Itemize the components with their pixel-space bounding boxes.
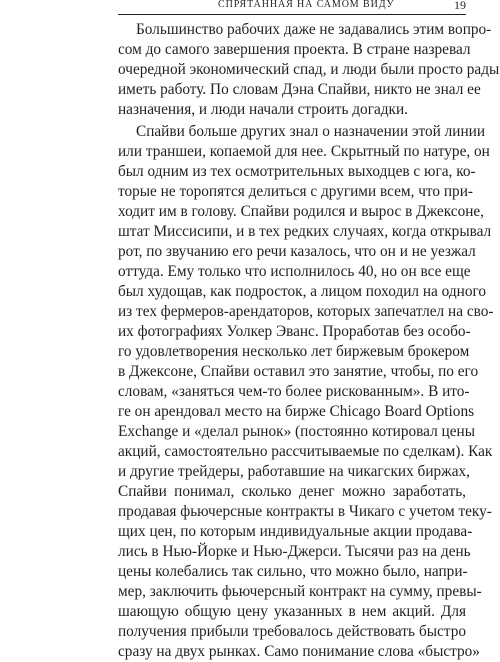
text-line: Exchange и «делал рынок» (постоянно котировал цены bbox=[118, 423, 475, 440]
text-line: шающую общую цену указанных в нем акций. Для bbox=[118, 603, 466, 620]
text-line: Спайви понимал, сколько денег можно заработать, bbox=[118, 483, 466, 500]
text-line: щих цен, по которым индивидуальные акции продава- bbox=[118, 523, 473, 540]
text-line: в Джексоне, Спайви оставил это занятие, чтобы, по его bbox=[118, 363, 479, 380]
running-header bbox=[118, 0, 466, 15]
text-line: продавая фьючерсные контракты в Чикаго с учетом теку- bbox=[118, 503, 492, 520]
text-line: оттуда. Ему только что исполнилось 40, но он все еще bbox=[118, 263, 471, 280]
text-line: ге он арендовал место на бирже Chicago Board Options bbox=[118, 403, 475, 420]
text-line: мер, заключить фьючерсный контракт на сумму, превы- bbox=[118, 583, 482, 600]
text-line: ходит им в голову. Спайви родился и вырос в Джексоне, bbox=[118, 203, 485, 220]
text-line: их фотографиях Уолкер Эванс. Проработав без особо- bbox=[118, 323, 471, 340]
text-line: и другие трейдеры, работавшие на чикагских биржах, bbox=[118, 463, 471, 480]
paragraph-2 bbox=[118, 122, 494, 662]
text-line: торые не торопятся делиться с другими всем, что при- bbox=[118, 183, 473, 200]
text-line: получения прибыли требовалось действовать быстро bbox=[118, 623, 466, 640]
text-line: цены колебались так сильно, что можно было, напри- bbox=[118, 563, 468, 580]
text-line: назначения, и люди начали строить догадки. bbox=[118, 101, 408, 118]
text-line: Спайви больше других знал о назначении этой линии bbox=[136, 123, 486, 140]
text-line: или траншеи, копаемой для нее. Скрытный по натуре, он bbox=[118, 143, 490, 160]
page-number: 19 bbox=[454, 0, 466, 12]
running-title: СПРЯТАННАЯ НА САМОМ ВИДУ bbox=[218, 0, 395, 10]
text-line: был одним из тех осмотрительных выходцев с юга, ко- bbox=[118, 163, 476, 180]
text-line: сразу на двух рынках. Само понимание слова «быстро» bbox=[118, 643, 480, 660]
text-line: Большинство рабочих даже не задавались этим вопро- bbox=[136, 21, 492, 38]
text-line: го удовлетворения несколько лет биржевым брокером bbox=[118, 343, 470, 360]
text-line: был худощав, как подросток, а лицом походил на одного bbox=[118, 283, 487, 300]
text-line: рот, по звучанию его речи казалось, что он и не уезжал bbox=[118, 243, 476, 260]
text-line: из тех фермеров-арендаторов, которых запечатлел на сво- bbox=[118, 303, 494, 320]
text-line: иметь работу. По словам Дэна Спайви, никто не знал ее bbox=[118, 81, 481, 98]
text-line: штат Миссисипи, и в тех редких случаях, когда открывал bbox=[118, 223, 492, 240]
text-line: словам, «заняться чем-то более рискованным». В ито- bbox=[118, 383, 470, 400]
text-line: очередной экономический спад, и люди были просто рады bbox=[118, 61, 500, 78]
text-line: сом до самого завершения проекта. В стране назревал bbox=[118, 41, 471, 58]
text-line: акций, самостоятельно рассчитываемые по сделкам). Как bbox=[118, 443, 493, 460]
paragraph-1 bbox=[118, 20, 500, 120]
text-line: лись в Нью-Йорке и Нью-Джерси. Тысячи раз на день bbox=[118, 543, 471, 560]
body-text bbox=[118, 20, 500, 662]
